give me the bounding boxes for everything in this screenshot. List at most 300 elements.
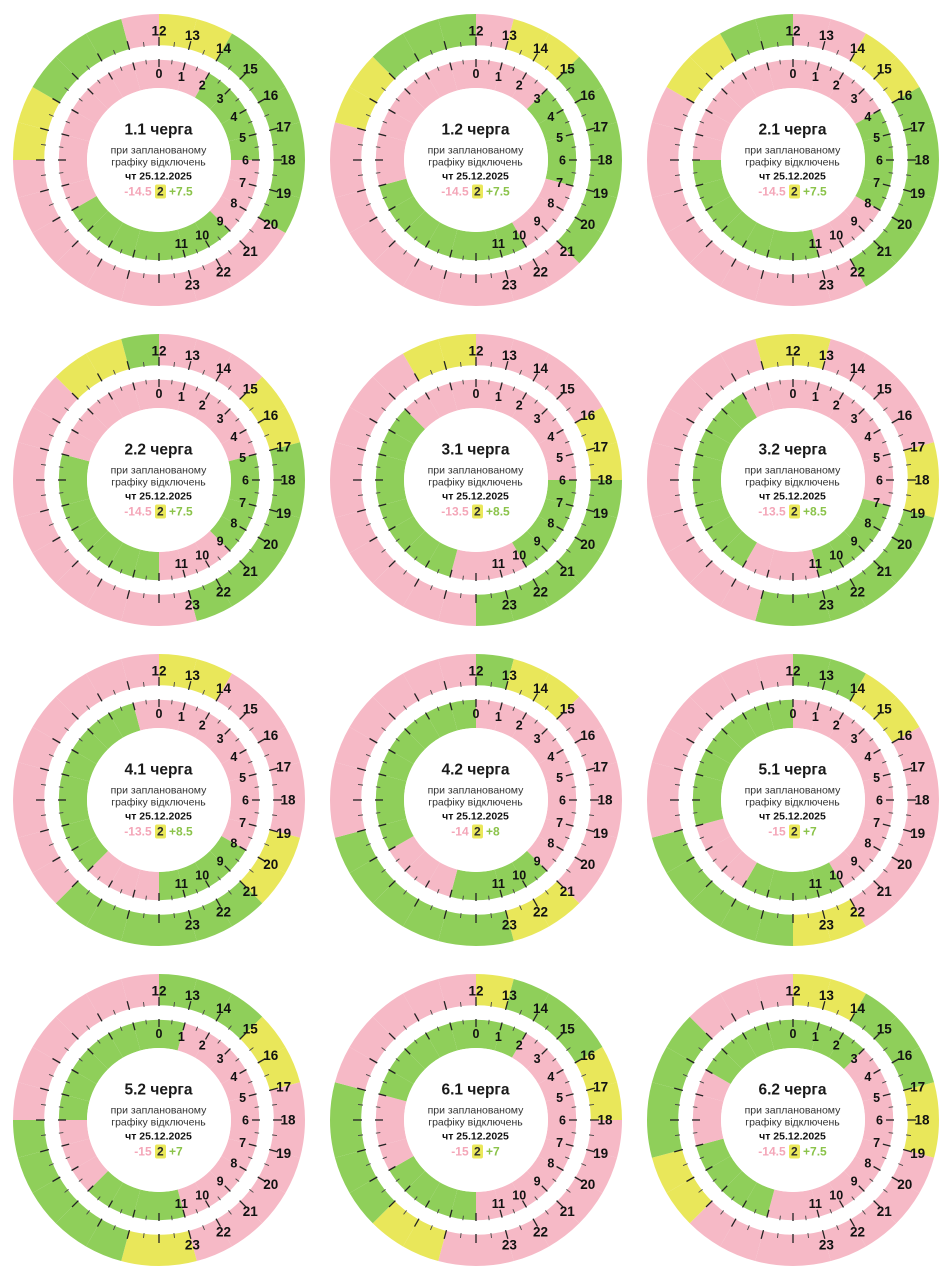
inner-half-hour-tick bbox=[58, 1107, 62, 1108]
queue-title: 4.2 черга bbox=[441, 761, 510, 779]
outer-hour-label: 17 bbox=[909, 1079, 925, 1095]
inner-half-hour-tick bbox=[462, 896, 463, 900]
queue-clock-card bbox=[317, 0, 634, 320]
inner-hour-label: 6 bbox=[875, 473, 883, 488]
schedule-date: чт 25.12.2025 bbox=[759, 810, 826, 823]
subtitle-line-2: графіку відключень bbox=[428, 1116, 523, 1129]
inner-half-hour-tick bbox=[171, 1216, 172, 1220]
inner-hour-label: 1 bbox=[177, 709, 185, 724]
inner-hour-label: 7 bbox=[555, 495, 563, 510]
inner-hour-label: 7 bbox=[238, 175, 246, 190]
outer-hour-label: 12 bbox=[150, 663, 167, 679]
outer-hour-label: 12 bbox=[784, 663, 801, 679]
inner-hour-label: 3 bbox=[533, 1052, 541, 1067]
outer-hour-label: 21 bbox=[559, 883, 575, 899]
inner-half-hour-tick bbox=[779, 60, 780, 64]
inner-hour-label: 11 bbox=[808, 876, 822, 891]
inner-hour-label: 0 bbox=[789, 1026, 796, 1041]
inner-hour-label: 9 bbox=[533, 854, 541, 869]
queue-title: 3.2 черга bbox=[758, 441, 827, 459]
inner-hour-label: 1 bbox=[494, 69, 502, 84]
center-disc bbox=[87, 408, 231, 552]
inner-hour-label: 0 bbox=[155, 66, 162, 81]
total-maybe-hours: 2 bbox=[156, 824, 164, 839]
outer-hour-label: 16 bbox=[579, 1048, 595, 1064]
outer-hour-label: 23 bbox=[184, 597, 200, 613]
outer-hour-label: 19 bbox=[275, 506, 291, 522]
inner-hour-label: 0 bbox=[472, 66, 479, 81]
center-disc bbox=[404, 88, 548, 232]
subtitle-line-2: графіку відключень bbox=[428, 156, 523, 169]
total-off-hours: -15 bbox=[134, 1144, 152, 1159]
outer-hour-label: 22 bbox=[532, 584, 548, 600]
inner-half-hour-tick bbox=[488, 896, 489, 900]
clock-dial bbox=[645, 12, 941, 308]
subtitle-line-2: графіку відключень bbox=[111, 1116, 206, 1129]
total-on-hours: +7 bbox=[169, 1144, 183, 1159]
center-disc bbox=[404, 408, 548, 552]
inner-hour-label: 6 bbox=[241, 153, 249, 168]
inner-half-hour-tick bbox=[805, 576, 806, 580]
inner-half-hour-tick bbox=[779, 700, 780, 704]
outer-hour-label: 22 bbox=[849, 584, 865, 600]
subtitle-line-1: при запланованому bbox=[744, 144, 841, 157]
total-on-hours: +7 bbox=[486, 1144, 500, 1159]
subtitle-line-2: графіку відключень bbox=[111, 796, 206, 809]
outer-hour-label: 15 bbox=[876, 1021, 892, 1037]
outer-hour-label: 16 bbox=[579, 88, 595, 104]
outer-hour-label: 22 bbox=[215, 584, 231, 600]
subtitle-line-2: графіку відключень bbox=[745, 156, 840, 169]
inner-hour-label: 6 bbox=[558, 473, 566, 488]
outer-hour-label: 20 bbox=[896, 537, 912, 553]
outer-hour-label: 21 bbox=[876, 1203, 892, 1219]
inner-hour-label: 10 bbox=[194, 228, 209, 243]
clock-wrapper bbox=[645, 652, 941, 948]
inner-half-hour-tick bbox=[692, 147, 696, 148]
inner-hour-label: 6 bbox=[241, 793, 249, 808]
clock-wrapper bbox=[328, 972, 624, 1268]
schedule-date: чт 25.12.2025 bbox=[759, 170, 826, 183]
outer-hour-label: 12 bbox=[467, 663, 484, 679]
inner-hour-label: 11 bbox=[491, 236, 505, 251]
outer-hour-label: 13 bbox=[184, 668, 200, 684]
inner-hour-label: 9 bbox=[533, 1174, 541, 1189]
outer-hour-label: 20 bbox=[579, 1177, 595, 1193]
outer-hour-label: 14 bbox=[849, 681, 865, 697]
inner-hour-label: 5 bbox=[872, 450, 880, 465]
center-disc bbox=[721, 1048, 865, 1192]
total-on-hours: +7 bbox=[803, 824, 817, 839]
outer-hour-label: 13 bbox=[818, 988, 834, 1004]
queue-title: 4.1 черга bbox=[124, 761, 193, 779]
inner-half-hour-tick bbox=[805, 896, 806, 900]
subtitle-line-2: графіку відключень bbox=[111, 476, 206, 489]
inner-hour-label: 1 bbox=[811, 389, 819, 404]
schedule-date: чт 25.12.2025 bbox=[442, 810, 509, 823]
total-maybe-hours: 2 bbox=[790, 504, 798, 519]
queue-title: 6.2 черга bbox=[758, 1081, 827, 1099]
inner-hour-label: 2 bbox=[832, 78, 840, 93]
total-on-hours: +8.5 bbox=[486, 504, 510, 519]
total-on-hours: +7.5 bbox=[169, 504, 193, 519]
inner-hour-label: 9 bbox=[850, 1174, 858, 1189]
inner-hour-label: 3 bbox=[850, 732, 858, 747]
inner-half-hour-tick bbox=[488, 1216, 489, 1220]
inner-half-hour-tick bbox=[254, 787, 258, 788]
inner-hour-label: 9 bbox=[850, 534, 858, 549]
outer-hour-label: 16 bbox=[896, 408, 912, 424]
outer-hour-label: 18 bbox=[913, 152, 930, 168]
inner-hour-label: 5 bbox=[555, 770, 563, 785]
inner-half-hour-tick bbox=[171, 256, 172, 260]
outer-hour-label: 22 bbox=[849, 264, 865, 280]
clock-wrapper bbox=[328, 12, 624, 308]
total-maybe-hours: 2 bbox=[473, 184, 481, 199]
inner-half-hour-tick bbox=[888, 467, 892, 468]
subtitle-line-1: при запланованому bbox=[110, 464, 207, 477]
outer-hour-label: 15 bbox=[876, 381, 892, 397]
inner-hour-label: 9 bbox=[533, 214, 541, 229]
total-maybe-hours: 2 bbox=[790, 824, 798, 839]
subtitle-line-1: при запланованому bbox=[110, 1104, 207, 1117]
subtitle-line-2: графіку відключень bbox=[111, 156, 206, 169]
outer-hour-label: 17 bbox=[909, 439, 925, 455]
queue-title: 2.1 черга bbox=[758, 121, 827, 139]
total-off-hours: -15 bbox=[451, 1144, 469, 1159]
inner-hour-label: 9 bbox=[216, 534, 224, 549]
inner-half-hour-tick bbox=[805, 1216, 806, 1220]
inner-hour-label: 1 bbox=[811, 709, 819, 724]
outer-hour-label: 20 bbox=[262, 217, 278, 233]
inner-hour-label: 3 bbox=[850, 412, 858, 427]
inner-half-hour-tick bbox=[462, 380, 463, 384]
clock-dial bbox=[11, 652, 307, 948]
inner-hour-label: 4 bbox=[229, 750, 237, 765]
inner-half-hour-tick bbox=[145, 576, 146, 580]
total-maybe-hours: 2 bbox=[156, 1144, 164, 1159]
inner-half-hour-tick bbox=[375, 173, 379, 174]
inner-hour-label: 4 bbox=[546, 430, 554, 445]
inner-half-hour-tick bbox=[888, 493, 892, 494]
subtitle-line-2: графіку відключень bbox=[745, 476, 840, 489]
inner-hour-label: 5 bbox=[872, 770, 880, 785]
outer-hour-label: 17 bbox=[592, 439, 608, 455]
total-on-hours: +7.5 bbox=[803, 184, 827, 199]
subtitle-line-1: при запланованому bbox=[427, 144, 524, 157]
outer-hour-label: 20 bbox=[579, 857, 595, 873]
outer-hour-label: 16 bbox=[579, 728, 595, 744]
inner-hour-label: 7 bbox=[238, 495, 246, 510]
queue-clock-card bbox=[634, 960, 951, 1280]
outer-hour-label: 21 bbox=[876, 243, 892, 259]
queue-title: 2.2 черга bbox=[124, 441, 193, 459]
outer-hour-label: 14 bbox=[215, 361, 231, 377]
inner-hour-label: 1 bbox=[494, 389, 502, 404]
outer-hour-label: 17 bbox=[275, 759, 291, 775]
queue-title: 5.1 черга bbox=[758, 761, 827, 779]
total-off-hours: -14.5 bbox=[124, 184, 152, 199]
outer-hour-label: 22 bbox=[215, 904, 231, 920]
inner-half-hour-tick bbox=[171, 700, 172, 704]
outer-hour-label: 14 bbox=[849, 41, 865, 57]
queue-clock-card bbox=[0, 640, 317, 960]
inner-hour-label: 1 bbox=[494, 709, 502, 724]
inner-hour-label: 11 bbox=[808, 236, 822, 251]
inner-half-hour-tick bbox=[254, 1133, 258, 1134]
inner-half-hour-tick bbox=[58, 467, 62, 468]
outer-hour-label: 20 bbox=[262, 537, 278, 553]
inner-hour-label: 3 bbox=[216, 92, 224, 107]
inner-hour-label: 9 bbox=[216, 214, 224, 229]
subtitle-line-2: графіку відключень bbox=[745, 1116, 840, 1129]
total-off-hours: -14.5 bbox=[441, 184, 469, 199]
outer-hour-label: 22 bbox=[532, 1224, 548, 1240]
inner-hour-label: 2 bbox=[198, 78, 206, 93]
inner-half-hour-tick bbox=[462, 60, 463, 64]
outer-hour-label: 14 bbox=[215, 1001, 231, 1017]
outer-hour-label: 19 bbox=[275, 1146, 291, 1162]
inner-hour-label: 1 bbox=[811, 1029, 819, 1044]
inner-hour-label: 7 bbox=[238, 815, 246, 830]
subtitle-line-1: при запланованому bbox=[427, 784, 524, 797]
inner-half-hour-tick bbox=[571, 787, 575, 788]
subtitle-line-1: при запланованому bbox=[744, 464, 841, 477]
inner-half-hour-tick bbox=[805, 60, 806, 64]
inner-half-hour-tick bbox=[375, 787, 379, 788]
clock-dial bbox=[328, 972, 624, 1268]
schedule-date: чт 25.12.2025 bbox=[442, 490, 509, 503]
schedule-date: чт 25.12.2025 bbox=[125, 490, 192, 503]
inner-hour-label: 10 bbox=[828, 868, 843, 883]
inner-hour-label: 0 bbox=[789, 386, 796, 401]
inner-hour-label: 0 bbox=[155, 386, 162, 401]
total-off-hours: -14.5 bbox=[758, 184, 786, 199]
inner-hour-label: 2 bbox=[515, 718, 523, 733]
outer-hour-label: 20 bbox=[896, 857, 912, 873]
schedule-date: чт 25.12.2025 bbox=[442, 1130, 509, 1143]
outer-hour-label: 15 bbox=[559, 381, 575, 397]
inner-hour-label: 8 bbox=[546, 196, 554, 211]
inner-hour-label: 10 bbox=[828, 228, 843, 243]
outer-hour-label: 16 bbox=[262, 728, 278, 744]
inner-half-hour-tick bbox=[805, 1020, 806, 1024]
inner-half-hour-tick bbox=[145, 1020, 146, 1024]
inner-hour-label: 5 bbox=[872, 1090, 880, 1105]
outer-hour-label: 17 bbox=[275, 119, 291, 135]
inner-half-hour-tick bbox=[805, 380, 806, 384]
inner-hour-label: 6 bbox=[558, 1113, 566, 1128]
center-disc bbox=[404, 728, 548, 872]
outer-hour-label: 21 bbox=[559, 243, 575, 259]
inner-hour-label: 4 bbox=[229, 110, 237, 125]
inner-hour-label: 0 bbox=[789, 706, 796, 721]
inner-hour-label: 7 bbox=[555, 815, 563, 830]
outer-hour-label: 15 bbox=[242, 381, 258, 397]
clock-dial bbox=[645, 332, 941, 628]
inner-half-hour-tick bbox=[571, 813, 575, 814]
inner-hour-label: 2 bbox=[198, 398, 206, 413]
outer-hour-label: 21 bbox=[559, 1203, 575, 1219]
total-maybe-hours: 2 bbox=[473, 824, 481, 839]
inner-half-hour-tick bbox=[779, 1216, 780, 1220]
total-on-hours: +8 bbox=[486, 824, 500, 839]
outer-hour-label: 20 bbox=[579, 537, 595, 553]
inner-hour-label: 0 bbox=[472, 386, 479, 401]
outer-hour-label: 15 bbox=[559, 701, 575, 717]
inner-hour-label: 3 bbox=[216, 732, 224, 747]
inner-half-hour-tick bbox=[571, 173, 575, 174]
inner-half-hour-tick bbox=[462, 256, 463, 260]
outer-hour-label: 21 bbox=[876, 563, 892, 579]
outer-hour-label: 19 bbox=[909, 506, 925, 522]
inner-half-hour-tick bbox=[571, 493, 575, 494]
outer-hour-label: 18 bbox=[596, 152, 613, 168]
subtitle-line-2: графіку відключень bbox=[745, 796, 840, 809]
outer-hour-label: 23 bbox=[501, 597, 517, 613]
total-off-hours: -14 bbox=[451, 824, 469, 839]
queue-clock-card bbox=[0, 0, 317, 320]
inner-hour-label: 4 bbox=[863, 1070, 871, 1085]
outer-hour-label: 13 bbox=[501, 988, 517, 1004]
inner-hour-label: 11 bbox=[491, 1196, 505, 1211]
inner-half-hour-tick bbox=[462, 1216, 463, 1220]
inner-hour-label: 9 bbox=[533, 534, 541, 549]
inner-half-hour-tick bbox=[888, 173, 892, 174]
total-on-hours: +7.5 bbox=[169, 184, 193, 199]
center-disc bbox=[87, 88, 231, 232]
inner-half-hour-tick bbox=[375, 1133, 379, 1134]
inner-hour-label: 7 bbox=[555, 1135, 563, 1150]
outer-hour-label: 17 bbox=[275, 1079, 291, 1095]
outer-hour-label: 21 bbox=[559, 563, 575, 579]
inner-hour-label: 8 bbox=[863, 836, 871, 851]
queue-title: 6.1 черга bbox=[441, 1081, 510, 1099]
inner-hour-label: 8 bbox=[229, 516, 237, 531]
outer-hour-label: 16 bbox=[896, 88, 912, 104]
inner-half-hour-tick bbox=[171, 60, 172, 64]
outer-hour-label: 18 bbox=[913, 472, 930, 488]
inner-hour-label: 8 bbox=[229, 1156, 237, 1171]
inner-half-hour-tick bbox=[375, 493, 379, 494]
clock-dial bbox=[11, 12, 307, 308]
subtitle-line-1: при запланованому bbox=[110, 144, 207, 157]
inner-hour-label: 5 bbox=[555, 450, 563, 465]
inner-half-hour-tick bbox=[145, 380, 146, 384]
total-maybe-hours: 2 bbox=[473, 1144, 481, 1159]
inner-half-hour-tick bbox=[805, 256, 806, 260]
inner-hour-label: 9 bbox=[850, 854, 858, 869]
inner-hour-label: 4 bbox=[546, 110, 554, 125]
outer-hour-label: 12 bbox=[150, 343, 167, 359]
outer-hour-label: 15 bbox=[876, 61, 892, 77]
inner-hour-label: 3 bbox=[533, 92, 541, 107]
inner-hour-label: 6 bbox=[241, 473, 249, 488]
inner-half-hour-tick bbox=[571, 1133, 575, 1134]
queue-clock-card bbox=[317, 640, 634, 960]
outer-hour-label: 22 bbox=[532, 264, 548, 280]
inner-half-hour-tick bbox=[488, 380, 489, 384]
inner-half-hour-tick bbox=[462, 700, 463, 704]
clock-wrapper bbox=[328, 332, 624, 628]
inner-hour-label: 11 bbox=[491, 876, 505, 891]
outer-hour-label: 18 bbox=[596, 792, 613, 808]
clock-dial bbox=[328, 12, 624, 308]
outer-hour-label: 20 bbox=[579, 217, 595, 233]
clock-wrapper bbox=[645, 972, 941, 1268]
inner-hour-label: 1 bbox=[177, 389, 185, 404]
outer-hour-label: 15 bbox=[242, 1021, 258, 1037]
inner-half-hour-tick bbox=[779, 576, 780, 580]
outer-hour-label: 23 bbox=[501, 277, 517, 293]
inner-half-hour-tick bbox=[58, 787, 62, 788]
outer-hour-label: 17 bbox=[592, 759, 608, 775]
outer-hour-label: 22 bbox=[215, 1224, 231, 1240]
outer-hour-label: 19 bbox=[275, 186, 291, 202]
outer-hour-label: 19 bbox=[592, 186, 608, 202]
inner-half-hour-tick bbox=[145, 896, 146, 900]
inner-half-hour-tick bbox=[692, 467, 696, 468]
inner-hour-label: 10 bbox=[194, 548, 209, 563]
outer-hour-label: 23 bbox=[184, 277, 200, 293]
inner-half-hour-tick bbox=[254, 813, 258, 814]
outer-hour-label: 15 bbox=[559, 1021, 575, 1037]
inner-half-hour-tick bbox=[145, 60, 146, 64]
outer-hour-label: 22 bbox=[532, 904, 548, 920]
outer-hour-label: 18 bbox=[913, 1112, 930, 1128]
outer-hour-label: 21 bbox=[242, 883, 258, 899]
center-disc bbox=[87, 728, 231, 872]
inner-hour-label: 0 bbox=[472, 1026, 479, 1041]
outer-hour-label: 13 bbox=[501, 28, 517, 44]
outer-hour-label: 13 bbox=[184, 28, 200, 44]
outer-hour-label: 18 bbox=[279, 152, 296, 168]
inner-half-hour-tick bbox=[805, 700, 806, 704]
schedule-date: чт 25.12.2025 bbox=[759, 490, 826, 503]
inner-hour-label: 7 bbox=[555, 175, 563, 190]
queue-title: 5.2 черга bbox=[124, 1081, 193, 1099]
outer-hour-label: 17 bbox=[909, 119, 925, 135]
inner-half-hour-tick bbox=[375, 813, 379, 814]
outer-hour-label: 14 bbox=[532, 361, 548, 377]
outer-hour-label: 23 bbox=[818, 1237, 834, 1253]
inner-hour-label: 9 bbox=[216, 1174, 224, 1189]
center-disc bbox=[87, 1048, 231, 1192]
clock-wrapper bbox=[645, 12, 941, 308]
outer-hour-label: 17 bbox=[592, 1079, 608, 1095]
outer-hour-label: 12 bbox=[784, 23, 801, 39]
inner-hour-label: 3 bbox=[533, 732, 541, 747]
inner-hour-label: 2 bbox=[832, 398, 840, 413]
inner-half-hour-tick bbox=[462, 576, 463, 580]
inner-hour-label: 8 bbox=[229, 196, 237, 211]
inner-hour-label: 11 bbox=[174, 876, 188, 891]
outer-hour-label: 23 bbox=[501, 917, 517, 933]
inner-hour-label: 2 bbox=[515, 78, 523, 93]
schedule-date: чт 25.12.2025 bbox=[125, 1130, 192, 1143]
inner-half-hour-tick bbox=[571, 147, 575, 148]
inner-half-hour-tick bbox=[58, 1133, 62, 1134]
outer-hour-label: 20 bbox=[896, 1177, 912, 1193]
queue-clock-card bbox=[317, 960, 634, 1280]
outer-hour-label: 23 bbox=[818, 277, 834, 293]
inner-hour-label: 10 bbox=[194, 1188, 209, 1203]
inner-hour-label: 11 bbox=[174, 236, 188, 251]
inner-hour-label: 7 bbox=[872, 495, 880, 510]
outer-hour-label: 19 bbox=[592, 1146, 608, 1162]
outer-hour-label: 21 bbox=[242, 563, 258, 579]
center-disc bbox=[721, 88, 865, 232]
